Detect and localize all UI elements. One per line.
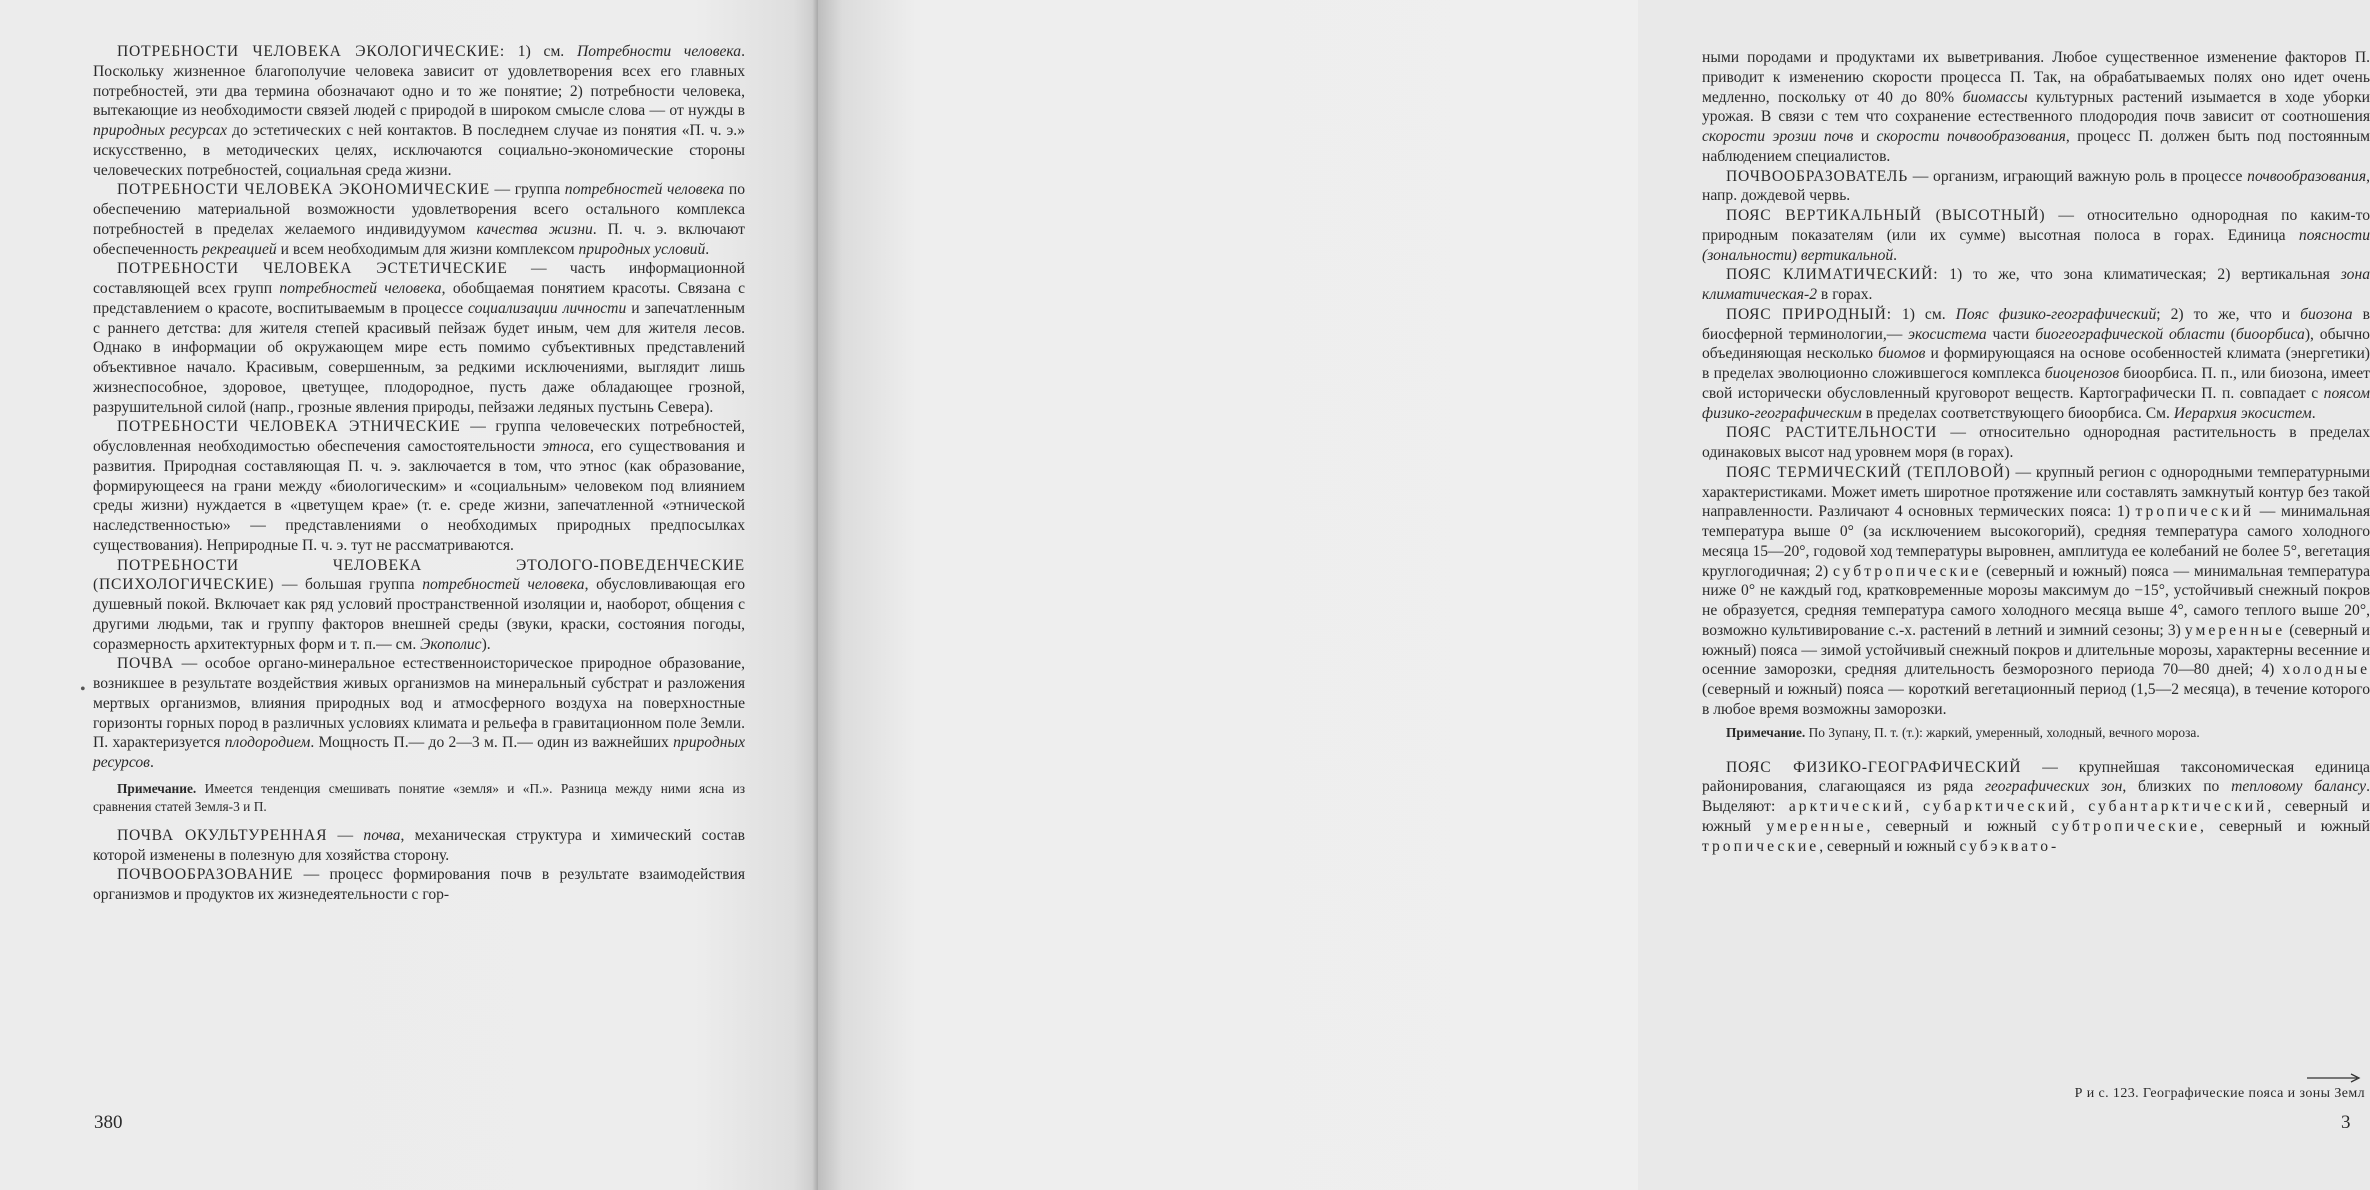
- spaced-term: субэквато-: [1959, 837, 2060, 855]
- spaced-term: субтропические: [2051, 817, 2201, 835]
- body-text: — минимальная температура выше 0° (за исключением высокогорий), средняя температура самого холодного месяца 15—20°, годовой ход температуры выровнен, амплитуда ее колебаний не более 5°, вегетация круглогодичная; 2): [1702, 503, 2370, 580]
- cross-reference-term: тепловому балансу: [2231, 778, 2367, 796]
- continued-paragraph: [1702, 48, 2370, 167]
- body-text: — организм, играющий важную роль в процессе: [1908, 167, 2248, 185]
- note-label: Примечание.: [1726, 724, 1806, 740]
- body-text: ,: [1905, 798, 1923, 815]
- cross-reference-term: биогеографической области: [2035, 325, 2225, 343]
- arrow-right-icon: [2307, 1072, 2363, 1084]
- entry-paragraph: [1702, 423, 2370, 463]
- body-text: 1) см.: [505, 43, 577, 60]
- cross-reference-term: географических зон: [1984, 778, 2123, 796]
- body-text: , обобщаемая понятием красоты. Связана с представлением о красоте, воспитываемым в процессе: [93, 280, 745, 317]
- entry-headword: ПОЯС ПРИРОДНЫЙ:: [1726, 305, 1892, 323]
- body-text: и запечатленным с раннего детства: для жителя степей красивый пейзаж будет иным, чем для жителя лесов. Однако в информации об окружающем мире есть помимо субъективных представлений объективное начало. Красивым, совершенным, за редкими исключениями, выглядит лишь жизнеспособное, здоровое, цветущее, плодородное, пусть даже обладающее грозной, разрушительной силой (напр., грозные явления природы, пейзажи ледяных пустынь Севера).: [93, 299, 745, 416]
- cross-reference-term: зона климатическая-2: [1702, 266, 2370, 303]
- entry-headword: ПОТРЕБНОСТИ ЧЕЛОВЕКА ЭКОЛОГИЧЕСКИЕ:: [117, 43, 505, 60]
- body-text: .: [705, 240, 710, 258]
- entry-headword: ПОТРЕБНОСТИ ЧЕЛОВЕКА ЭТНИЧЕСКИЕ: [117, 418, 461, 436]
- body-text: ).: [481, 635, 491, 653]
- cross-reference-term: этноса: [542, 438, 591, 455]
- cross-reference-term: экосистема: [1908, 325, 1987, 343]
- cross-reference-term: биомассы: [1962, 88, 2028, 106]
- body-text: и: [1853, 128, 1877, 145]
- body-text: по обеспечению материальной возможности удовлетворения всего остального комплекса потребностей в пределах желаемого индивидуумом: [93, 181, 745, 238]
- body-text: ,: [2070, 798, 2089, 815]
- body-text: и формирующаяся на основе особенностей климата (энергетики) в пределах эволюционно сложившегося комплекса: [1702, 345, 2370, 382]
- body-text: в горах.: [1817, 286, 1873, 303]
- page-number-right: 3: [2341, 1112, 2351, 1133]
- body-text: (северный и южный) пояса — минимальная температура ниже 0° не каждый год, кратковременные морозы максимум до −15°, устойчивый снежный покров не образуется, средняя температура самого холодного месяца выше 4°, самого теплого выше 20°, возможно культивирование с.-х. растений в летний и зимний сезоны; 3): [1702, 562, 2370, 639]
- cross-reference-term: биозона: [2300, 305, 2353, 323]
- spaced-term: субарктический: [1922, 798, 2071, 815]
- cross-reference-term: потребностей человека: [279, 280, 442, 297]
- cross-reference-term: почвообразования: [2247, 167, 2367, 185]
- body-text: , северный и южный: [1866, 817, 2052, 835]
- body-text: , северный и южный: [2200, 817, 2370, 835]
- entry-headword: ПОЯС ВЕРТИКАЛЬНЫЙ (ВЫСОТНЫЙ): [1726, 207, 2046, 224]
- entry-paragraph: [1702, 167, 2370, 207]
- entry-paragraph: [1702, 758, 2370, 857]
- body-text: (северный и южный) пояса — короткий вегетационный период (1,5—2 месяца), в течение которого в любое время возможны заморозки.: [1702, 681, 2370, 718]
- body-text: — относительно однородная растительность в пределах одинаковых высот над уровнем моря (в горах).: [1702, 424, 2370, 461]
- body-text: в пределах соответствующего биоорбиса. См.: [1861, 404, 2174, 422]
- body-text: (северный и южный) пояса — зимой устойчивый снежный покров и длительные морозы, характерны весенние и осенние заморозки, средняя длительность безморозного периода 70—80 дней; 4): [1702, 621, 2370, 679]
- entry-headword: ПОТРЕБНОСТИ ЧЕЛОВЕКА ЭКОНОМИЧЕСКИЕ: [117, 181, 490, 199]
- body-text: .: [1893, 246, 1898, 264]
- cross-reference-term: природных ресурсах: [93, 122, 228, 139]
- right-page: [818, 0, 2370, 1190]
- cross-reference-term: скорости эрозии почв: [1702, 128, 1854, 145]
- spaced-term: умеренные: [1766, 817, 1867, 835]
- entry-headword: ПОЯС ФИЗИКО-ГЕОГРАФИЧЕСКИЙ: [1726, 758, 2022, 776]
- spaced-term: тропические: [1702, 837, 1820, 855]
- cross-reference-term: поясом физико-географическим: [1702, 384, 2370, 422]
- body-text: культурных растений изымается в ходе уборки урожая. В связи с тем что сохранение естественного плодородия почв зависит от соотношения: [1702, 88, 2370, 126]
- cross-reference-term: скорости почвообразования: [1876, 128, 2066, 145]
- body-text: — крупный регион с однородными температурными характеристиками. Может иметь широтное протяжение или составлять замкнутый контур без такой направленности. Различают 4 основных термических пояса: 1): [1702, 463, 2370, 521]
- figure-caption: Р и с. 123. Географические пояса и зоны Земл: [2074, 1086, 2365, 1101]
- cross-reference-term: Иерархия экосистем: [2173, 404, 2312, 422]
- body-text: , обусловливающая его душевный покой. Включает как ряд условий пространственной изоляции и, наоборот, общения с другими людьми, так и группу факторов внешней среды (звуки, краски, состояния погоды, соразмерность архитектурных форм и т. п.— см.: [93, 576, 745, 653]
- body-text: — большая группа: [274, 576, 423, 594]
- body-text: — процесс формирования почв в результате взаимодействия организмов и продуктов их жизнедеятельности с гор-: [93, 866, 745, 903]
- entry-paragraph: [1702, 206, 2370, 265]
- cross-reference-term: потребностей человека: [564, 181, 725, 199]
- spaced-term: холодные: [2282, 661, 2370, 679]
- cross-reference-term: Экополис: [420, 635, 482, 653]
- entry-headword: ПОТРЕБНОСТИ ЧЕЛОВЕКА ЭТОЛОГО-ПОВЕДЕНЧЕСКИЕ (ПСИХОЛОГИЧЕСКИЕ): [93, 556, 745, 594]
- entry-paragraph: [93, 826, 745, 866]
- body-text: . Мощность П.— до 2—3 м. П.— один из важнейших: [310, 734, 674, 752]
- entry-paragraph: [93, 654, 745, 773]
- entry-paragraph: [93, 180, 745, 259]
- entry-headword: ПОЯС ТЕРМИЧЕСКИЙ (ТЕПЛОВОЙ): [1726, 463, 2011, 481]
- body-text: биоорбиса. П. п., или биозона, имеет свой исторически обусловленный круговорот веществ. Картографически П. п. совпадает с: [1702, 365, 2370, 402]
- entry-headword: ПОТРЕБНОСТИ ЧЕЛОВЕКА ЭСТЕТИЧЕСКИЕ: [117, 260, 508, 278]
- cross-reference-term: качества жизни: [476, 220, 593, 238]
- cross-reference-term: природных ресурсов: [93, 734, 745, 771]
- body-text: 1) см.: [1891, 305, 1956, 323]
- note-text: Имеется тенденция смешивать понятие «земля» и «П.». Разница между ними ясна из сравнения статей Земля-3 и П.: [93, 780, 745, 814]
- margin-dot-mark: •: [80, 681, 86, 698]
- note-label: Примечание.: [117, 780, 197, 796]
- spaced-term: субтропические: [1832, 562, 1982, 580]
- body-text: ; 2) то же, что и: [2156, 305, 2301, 323]
- body-text: ), обычно объединяющая несколько: [1702, 325, 2370, 363]
- entry-headword: ПОЯС РАСТИТЕЛЬНОСТИ: [1726, 424, 1938, 442]
- entry-headword: ПОЯС КЛИМАТИЧЕСКИЙ:: [1726, 266, 1939, 284]
- spaced-term: тропический: [2135, 503, 2255, 521]
- entry-paragraph: [93, 865, 745, 905]
- cross-reference-term: поясности (зональности) вертикальной: [1702, 226, 2370, 264]
- body-text: . П. ч. э. включают обеспеченность: [93, 220, 745, 258]
- note-paragraph: [93, 780, 745, 816]
- body-text: . Выделяют:: [1702, 778, 2370, 815]
- body-text: .: [2311, 404, 2316, 422]
- cross-reference-term: биоорбиса: [2235, 325, 2305, 343]
- cross-reference-term: природных условий: [578, 240, 706, 258]
- body-text: . Поскольку жизненное благополучие человека зависит от удовлетворения всех его главных потребностей, эти два термина обозначают одно и то же понятие; 2) потребности человека, вытекающие из необходимости связей людей с природой в широком смысле слова — от нужды в: [93, 43, 745, 120]
- body-text: , механическая структура и химический состав которой изменены в полезную для хозяйства сторону.: [93, 826, 746, 864]
- entry-headword: ПОЧВА: [117, 655, 174, 673]
- body-text: (: [2224, 325, 2236, 343]
- cross-reference-term: биоценозов: [2044, 365, 2120, 382]
- entry-paragraph: [1702, 265, 2370, 305]
- entry-paragraph: [93, 556, 745, 655]
- body-text: , северный и южный: [1702, 798, 2370, 835]
- body-text: в биосферной терминологии,—: [1702, 305, 2370, 343]
- body-text: , близких по: [2122, 778, 2232, 796]
- right-text-column: [1702, 48, 2370, 856]
- body-text: ными породами и продуктами их выветривания. Любое существенное изменение факторов П. приводит к изменению скорости процесса П. Так, на обрабатываемых полях оно идет очень медленно, поскольку от 40 до 80%: [1702, 49, 2370, 106]
- body-text: .: [149, 754, 154, 771]
- page-number-left: 380: [94, 1112, 123, 1133]
- body-text: — группа: [489, 181, 565, 199]
- note-paragraph: [1702, 724, 2370, 742]
- left-text-column: [93, 42, 745, 905]
- entry-headword: ПОЧВООБРАЗОВАНИЕ: [117, 866, 294, 884]
- note-text: По Зупану, П. т. (т.): жаркий, умеренный, холодный, вечного мороза.: [1805, 724, 2200, 740]
- cross-reference-term: почва: [363, 826, 401, 844]
- spaced-term: арктический: [1788, 798, 1906, 815]
- entry-paragraph: [1702, 463, 2370, 720]
- body-text: —: [327, 826, 364, 844]
- cross-reference-term: Пояс физико-географический: [1955, 305, 2157, 323]
- body-text: 1) то же, что зона климатическая; 2) вертикальная: [1938, 266, 2341, 284]
- body-text: , процесс П. должен быть под постоянным наблюдением специалистов.: [1702, 128, 2370, 165]
- entry-paragraph: [1702, 305, 2370, 424]
- cross-reference-term: социализации личности: [468, 299, 627, 317]
- entry-headword: ПОЧВООБРАЗОВАТЕЛЬ: [1726, 167, 1909, 185]
- body-text: — часть информационной составляющей всех групп: [93, 260, 745, 297]
- entry-paragraph: [93, 417, 745, 555]
- cross-reference-term: Потребности человека: [576, 43, 742, 60]
- body-text: , его существования и развития. Природная составляющая П. ч. э. заключается в том, что этнос (как образование, формирующееся на грани между «биологическим» и «социальным» человеком под влиянием среды жизни) нуждается в «цветущем крае» (т. е. среде жизни, запечатленной «этнической наследственностью» — представлениями о необходимых природных предпосылках существования). Неприродные П. ч. э. тут не рассматриваются.: [93, 438, 745, 554]
- cross-reference-term: рекреацией: [202, 240, 277, 258]
- body-text: до эстетических с ней контактов. В последнем случае из понятия «П. ч. э.» искусственно, в методических целях, исключаются социально-экономические стороны человеческих потребностей, социальная среда жизни.: [93, 122, 745, 179]
- left-page: [0, 0, 818, 1190]
- body-text: — относительно однородная по каким-то природным показателям (или их сумме) высотная полоса в горах. Единица: [1702, 207, 2370, 244]
- entry-paragraph: [93, 259, 745, 417]
- body-text: и всем необходимым для жизни комплексом: [276, 240, 579, 258]
- entry-headword: ПОЧВА ОКУЛЬТУРЕННАЯ: [117, 826, 328, 844]
- body-text: , северный и южный: [1819, 837, 1960, 855]
- spaced-term: субантарктический: [2088, 798, 2268, 815]
- cross-reference-term: биомов: [1878, 345, 1926, 363]
- entry-paragraph: [93, 42, 745, 180]
- spaced-term: умеренные: [2184, 621, 2286, 639]
- body-text: , напр. дождевой червь.: [1702, 167, 2370, 205]
- body-text: части: [1986, 325, 2036, 343]
- body-text: — крупнейшая таксономическая единица районирования, слагающаяся из ряда: [1702, 758, 2370, 796]
- cross-reference-term: плодородием: [224, 734, 311, 752]
- body-text: — группа человеческих потребностей, обусловленная необходимостью обеспечения самостоятельности: [93, 418, 746, 455]
- body-text: — особое органо-минеральное естественноисторическое природное образование, возникшее в результате воздействия живых организмов на минеральный субстрат и разложения мертвых организмов, влияния природных вод и атмосферного воздуха на поверхностные горизонты горных пород в различных условиях климата и рельефа в гравитационном поле Земли. П. характеризуется: [93, 655, 745, 752]
- cross-reference-term: потребностей человека: [422, 576, 585, 594]
